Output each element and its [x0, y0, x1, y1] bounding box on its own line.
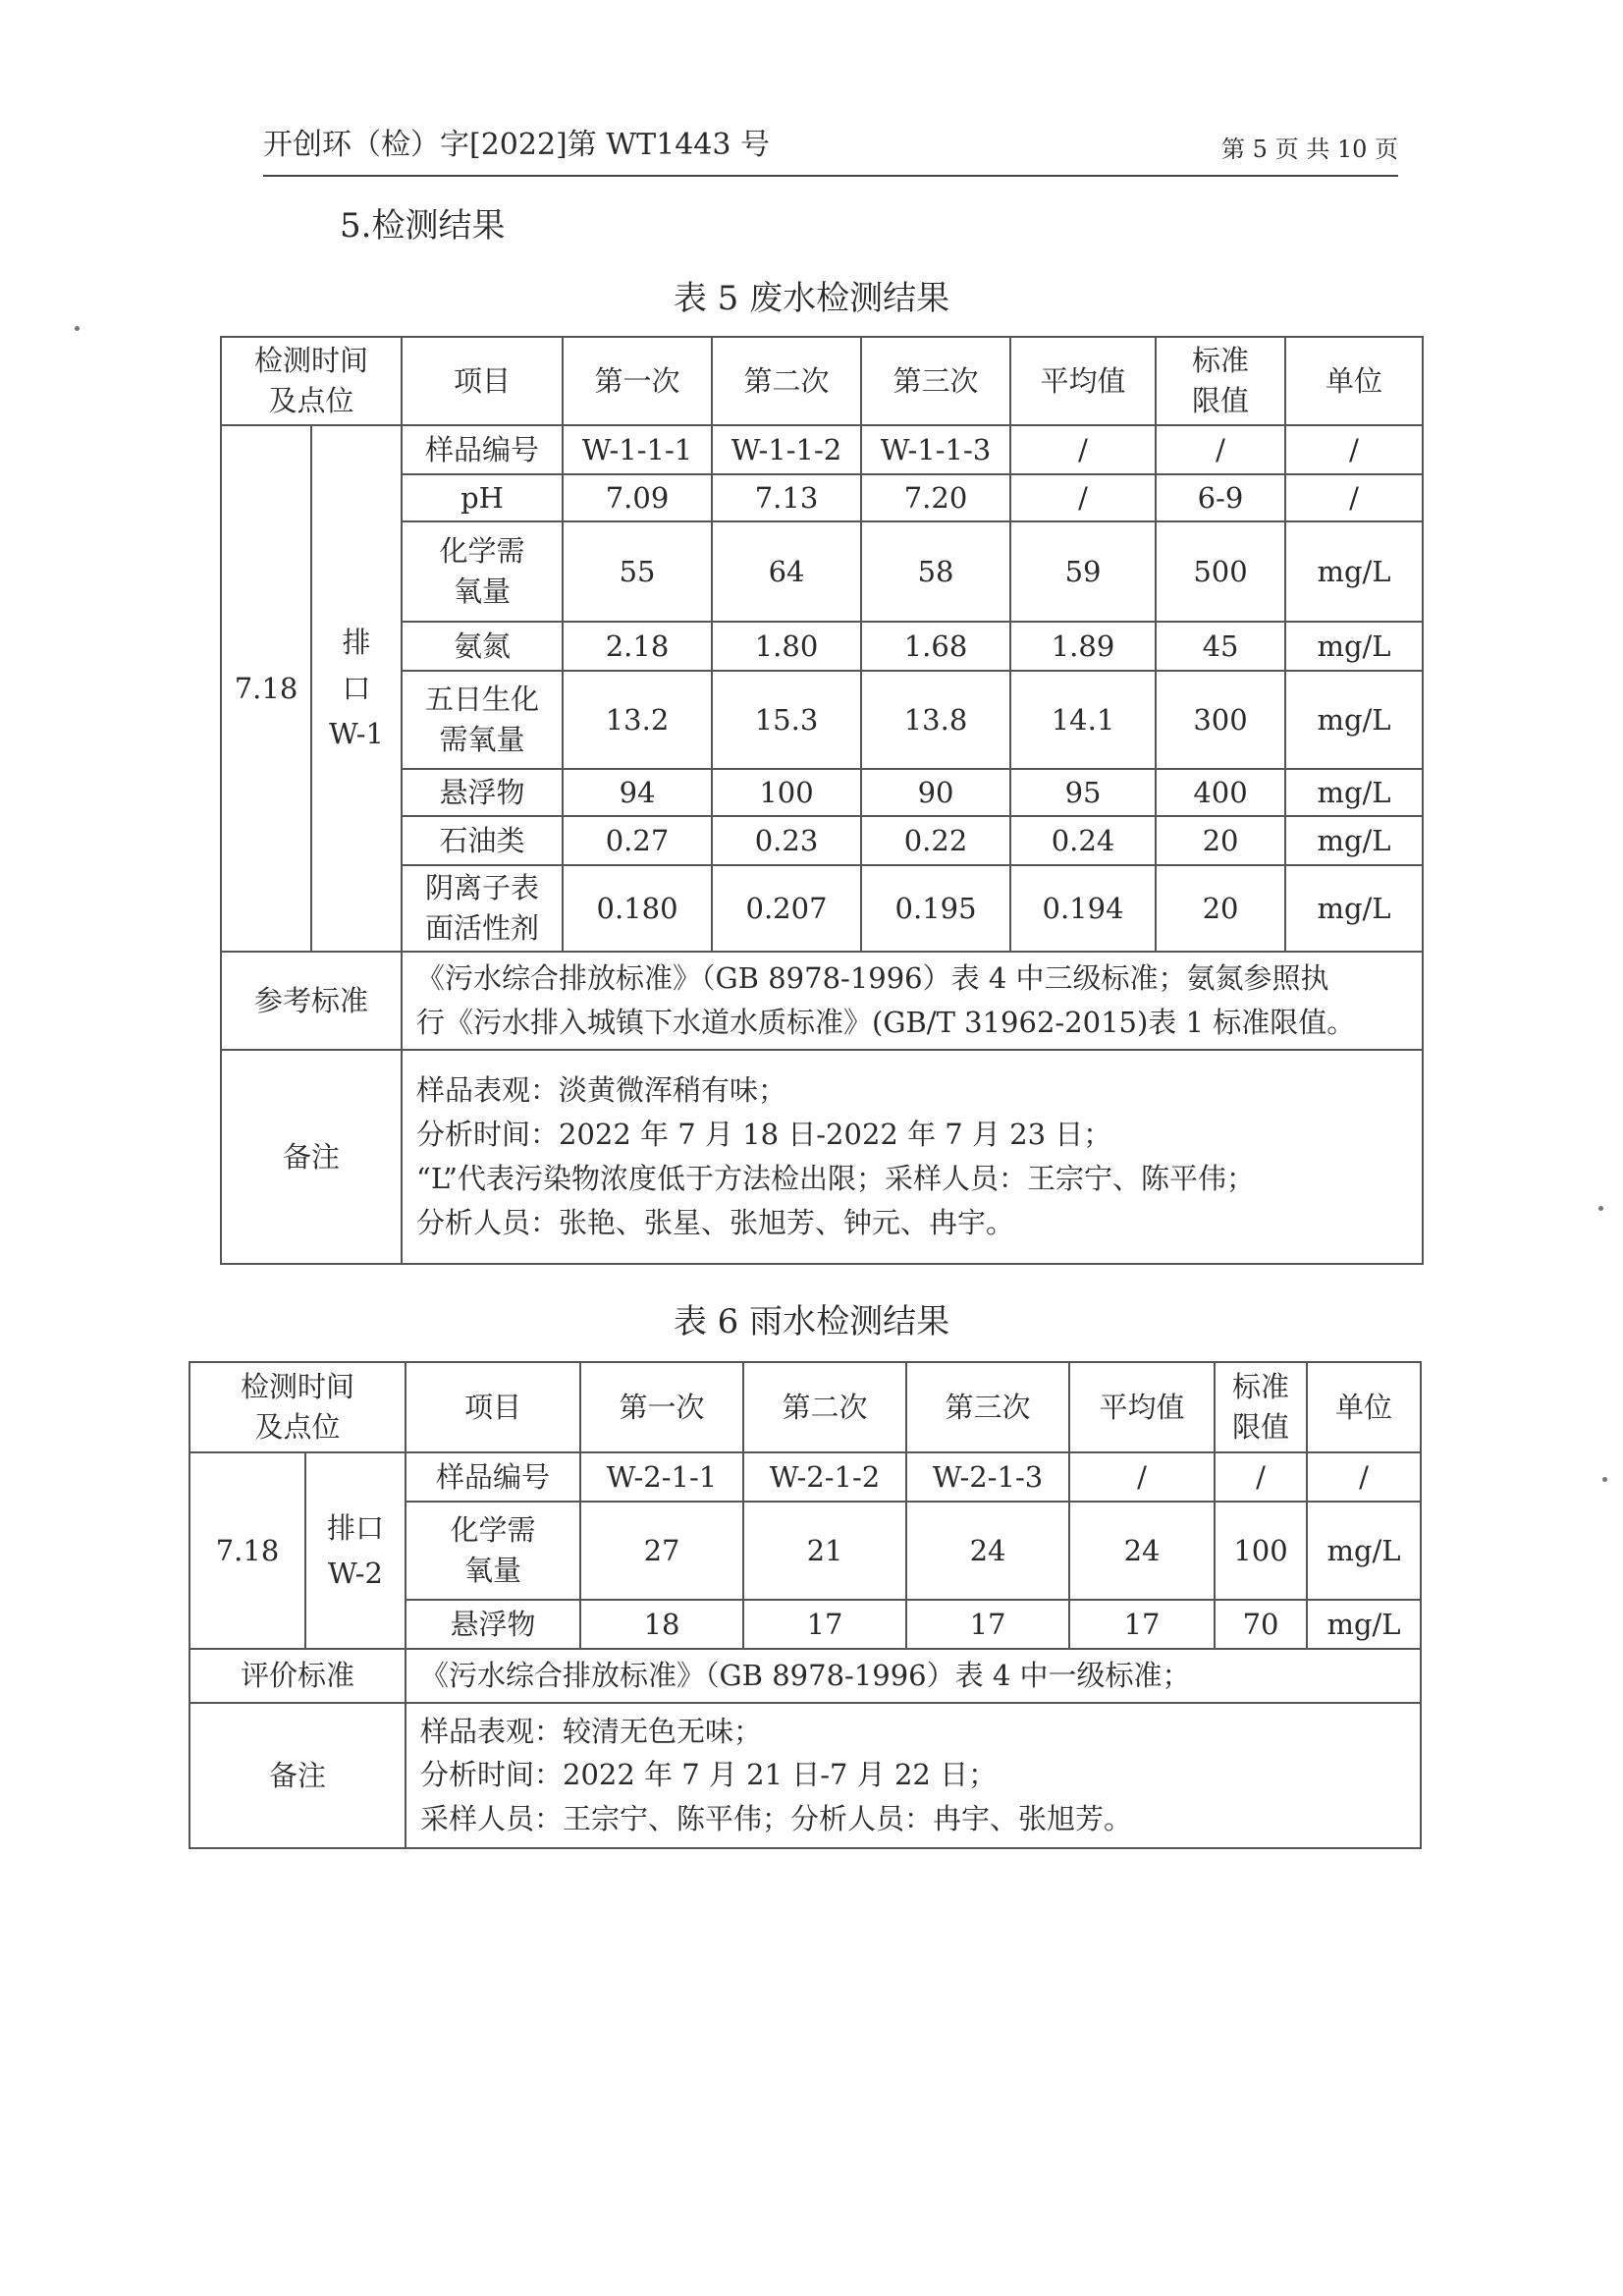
table-row: [221, 622, 1423, 671]
header-average: 平均值: [1010, 337, 1156, 425]
scan-speck: [75, 326, 80, 331]
table-row: [221, 865, 1423, 952]
cell-line: W-2: [328, 1557, 383, 1590]
third-value: 58: [861, 521, 1010, 622]
cell-line: 悬浮物: [450, 1607, 536, 1641]
third-value: 0.195: [861, 865, 1010, 952]
header-row: [189, 1362, 1421, 1452]
third-value: W-2-1-3: [906, 1452, 1069, 1502]
cell-line: 氧量: [454, 574, 512, 608]
cell-line: 分析时间：2022 年 7 月 18 日-2022 年 7 月 23 日；: [416, 1118, 1112, 1152]
average-value: 59: [1010, 521, 1156, 622]
standard-text: [406, 1649, 1421, 1703]
remarks-text: [402, 1050, 1423, 1264]
unit-value: /: [1285, 425, 1423, 474]
table-row: [221, 816, 1423, 865]
item-cell: [402, 769, 563, 816]
header-unit: 单位: [1307, 1362, 1421, 1452]
average-value: 24: [1069, 1502, 1215, 1600]
standard-text: [402, 952, 1423, 1050]
header-item: 项目: [402, 337, 563, 425]
header-unit: 单位: [1285, 337, 1423, 425]
first-value: 0.27: [563, 816, 712, 865]
unit-value: mg/L: [1285, 521, 1423, 622]
cell-line: 样品表观：较清无色无味；: [420, 1714, 763, 1748]
remarks-text: [406, 1703, 1421, 1848]
cell-line: 限值: [1192, 384, 1250, 417]
header-time-point: [221, 337, 402, 425]
average-value: /: [1010, 474, 1156, 521]
item-cell: [406, 1600, 580, 1649]
first-value: 2.18: [563, 622, 712, 671]
scan-speck: [1598, 1206, 1603, 1211]
second-value: W-1-1-2: [712, 425, 861, 474]
cell-line: 氨氮: [454, 629, 512, 663]
table-row: [221, 474, 1423, 521]
limit-value: 500: [1156, 521, 1285, 622]
unit-value: /: [1285, 474, 1423, 521]
unit-value: /: [1307, 1452, 1421, 1502]
cell-line: 及点位: [254, 1410, 341, 1444]
header-second: 第二次: [712, 337, 861, 425]
table-row: [189, 1452, 1421, 1502]
cell-line: 采样人员：王宗宁、陈平伟；分析人员：冉宇、张旭芳。: [420, 1802, 1133, 1836]
first-value: 55: [563, 521, 712, 622]
header-average: 平均值: [1069, 1362, 1215, 1452]
table-row: [221, 671, 1423, 769]
item-cell: [402, 425, 563, 474]
cell-line: 阴离子表: [425, 871, 540, 905]
cell-line: 《污水综合排放标准》（GB 8978-1996）表 4 中三级标准；氨氮参照执: [416, 961, 1329, 996]
cell-line: 限值: [1232, 1410, 1290, 1444]
limit-value: 400: [1156, 769, 1285, 816]
limit-value: 70: [1215, 1600, 1307, 1649]
wastewater-results-table: [220, 336, 1424, 1265]
unit-value: mg/L: [1307, 1600, 1421, 1649]
standard-label: 评价标准: [189, 1649, 406, 1703]
cell-line: 检测时间: [254, 344, 369, 378]
cell-line: 检测时间: [241, 1370, 355, 1404]
unit-value: mg/L: [1285, 769, 1423, 816]
cell-line: 面活性剂: [425, 911, 540, 945]
cell-line: W-1: [329, 717, 384, 751]
cell-line: 排口: [327, 1510, 385, 1545]
second-value: 1.80: [712, 622, 861, 671]
first-value: 7.09: [563, 474, 712, 521]
header-third: 第三次: [906, 1362, 1069, 1452]
item-cell: [402, 622, 563, 671]
limit-value: 20: [1156, 865, 1285, 952]
third-value: 13.8: [861, 671, 1010, 769]
header-limit: [1156, 337, 1285, 425]
sampling-point-cell: [311, 425, 402, 952]
remarks-row: [189, 1703, 1421, 1848]
sampling-point-cell: [305, 1452, 406, 1649]
standard-row: [189, 1649, 1421, 1703]
average-value: 17: [1069, 1600, 1215, 1649]
limit-value: 300: [1156, 671, 1285, 769]
limit-value: 20: [1156, 816, 1285, 865]
section-title: 5.检测结果: [340, 206, 506, 246]
cell-line: 标准: [1232, 1370, 1290, 1404]
limit-value: 100: [1215, 1502, 1307, 1600]
limit-value: /: [1156, 425, 1285, 474]
first-value: W-2-1-1: [580, 1452, 743, 1502]
cell-line: 及点位: [268, 384, 354, 417]
cell-line: 口: [342, 671, 371, 705]
third-value: 1.68: [861, 622, 1010, 671]
average-value: /: [1069, 1452, 1215, 1502]
rainwater-results-table: [189, 1361, 1422, 1849]
remarks-row: [221, 1050, 1423, 1264]
cell-line: 样品编号: [425, 432, 540, 466]
first-value: 18: [580, 1600, 743, 1649]
second-value: 17: [743, 1600, 906, 1649]
cell-line: 行《污水排入城镇下水道水质标准》(GB/T 31962-2015)表 1 标准限值。: [416, 1006, 1356, 1039]
standard-row: [221, 952, 1423, 1050]
first-value: 0.180: [563, 865, 712, 952]
average-value: 14.1: [1010, 671, 1156, 769]
item-cell: [402, 474, 563, 521]
cell-line: 样品编号: [436, 1459, 551, 1494]
cell-line: 《污水综合排放标准》（GB 8978-1996）表 4 中一级标准；: [420, 1659, 1191, 1692]
average-value: 1.89: [1010, 622, 1156, 671]
date-cell: 7.18: [221, 425, 311, 952]
cell-line: 分析时间：2022 年 7 月 21 日-7 月 22 日；: [420, 1758, 998, 1792]
header-row: [221, 337, 1423, 425]
limit-value: 6-9: [1156, 474, 1285, 521]
document-number: 开创环（检）字[2022]第 WT1443 号: [263, 128, 771, 162]
scan-speck: [1602, 1477, 1607, 1482]
cell-line: 石油类: [439, 823, 525, 857]
second-value: 100: [712, 769, 861, 816]
header-limit: [1215, 1362, 1307, 1452]
item-cell: [406, 1452, 580, 1502]
table-row: [221, 521, 1423, 622]
second-value: 64: [712, 521, 861, 622]
third-value: W-1-1-3: [861, 425, 1010, 474]
item-cell: [402, 521, 563, 622]
cell-line: 样品表观：淡黄微浑稍有味；: [416, 1073, 787, 1108]
item-cell: [402, 816, 563, 865]
unit-value: mg/L: [1285, 622, 1423, 671]
second-value: 0.23: [712, 816, 861, 865]
first-value: W-1-1-1: [563, 425, 712, 474]
cell-line: 需氧量: [439, 723, 525, 756]
cell-line: 分析人员：张艳、张星、张旭芳、钟元、冉宇。: [416, 1205, 1015, 1239]
cell-line: 氧量: [464, 1554, 522, 1587]
remarks-label: 备注: [189, 1703, 406, 1848]
item-cell: [402, 865, 563, 952]
second-value: 15.3: [712, 671, 861, 769]
date-cell: 7.18: [189, 1452, 305, 1649]
cell-line: “L”代表污染物浓度低于方法检出限；采样人员：王宗宁、陈平伟；: [416, 1162, 1255, 1195]
table6-caption: 表 6 雨水检测结果: [673, 1302, 950, 1341]
remarks-label: 备注: [221, 1050, 402, 1264]
limit-value: 45: [1156, 622, 1285, 671]
first-value: 13.2: [563, 671, 712, 769]
second-value: 21: [743, 1502, 906, 1600]
header-item: 项目: [406, 1362, 580, 1452]
header-third: 第三次: [861, 337, 1010, 425]
page-number: 第 5 页 共 10 页: [1221, 136, 1398, 163]
header-first: 第一次: [563, 337, 712, 425]
table-row: [221, 769, 1423, 816]
table-row: [221, 425, 1423, 474]
third-value: 90: [861, 769, 1010, 816]
cell-line: pH: [460, 480, 504, 515]
average-value: 0.24: [1010, 816, 1156, 865]
unit-value: mg/L: [1285, 816, 1423, 865]
first-value: 94: [563, 769, 712, 816]
page-header: [263, 116, 1398, 177]
average-value: 0.194: [1010, 865, 1156, 952]
unit-value: mg/L: [1285, 865, 1423, 952]
item-cell: [406, 1502, 580, 1600]
second-value: W-2-1-2: [743, 1452, 906, 1502]
cell-line: 标准: [1192, 344, 1250, 378]
average-value: 95: [1010, 769, 1156, 816]
table5-caption: 表 5 废水检测结果: [673, 279, 950, 318]
header-second: 第二次: [743, 1362, 906, 1452]
cell-line: 化学需: [439, 534, 525, 569]
cell-line: 五日生化: [425, 683, 540, 717]
cell-line: 悬浮物: [439, 775, 525, 809]
cell-line: 化学需: [450, 1513, 536, 1548]
third-value: 17: [906, 1600, 1069, 1649]
third-value: 0.22: [861, 816, 1010, 865]
header-first: 第一次: [580, 1362, 743, 1452]
average-value: /: [1010, 425, 1156, 474]
item-cell: [402, 671, 563, 769]
standard-label: 参考标准: [221, 952, 402, 1050]
unit-value: mg/L: [1307, 1502, 1421, 1600]
limit-value: /: [1215, 1452, 1307, 1502]
second-value: 0.207: [712, 865, 861, 952]
header-time-point: [189, 1362, 406, 1452]
unit-value: mg/L: [1285, 671, 1423, 769]
second-value: 7.13: [712, 474, 861, 521]
third-value: 24: [906, 1502, 1069, 1600]
third-value: 7.20: [861, 474, 1010, 521]
first-value: 27: [580, 1502, 743, 1600]
cell-line: 排: [342, 626, 371, 660]
